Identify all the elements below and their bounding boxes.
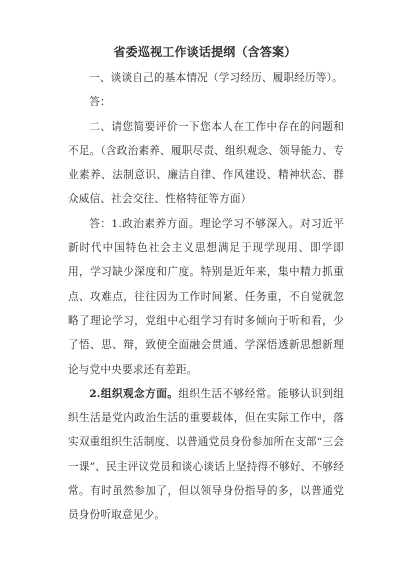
section-1-question: 一、谈谈自己的基本情况（学习经历、履职经历等）。 (89, 72, 343, 84)
point-2-heading: 2.组织观念方面。 (89, 387, 179, 400)
section-2-question: 二、请您简要评价一下您本人在工作中存在的问题和不足。（含政治素养、履职尽责、组织观念、领导能力、专业素养、法制意识、廉洁自律、作风建设、精神状态、群众威信、社会交往、性格特征等方面） (68, 120, 344, 206)
answer-label-1: 答： (89, 96, 111, 109)
document-body (68, 66, 344, 528)
document-title: 省委巡视工作谈话提纲（含答案） (113, 45, 297, 59)
answer-paragraph-1: 答：1.政治素养方面。理论学习不够深入。对习近平新时代中国特色社会主义思想满足于现学现用、即学即用，学习缺少深度和广度。特别是近年来，集中精力抓重点、攻难点，往往因为工作时间紧、任务重，不自觉就忽略了理论学习，党组中心组学习有时多倾向于听和看，少了悟、思、辩，致使全面融会贯通、学深悟透新思想新理论与党中央要求还有差距。 (68, 217, 344, 376)
point-2-body: 组织生活不够经常。能够认识到组织生活是党内政治生活的重要载体，但在实际工作中，落实双重组织生活制度、以普通党员身份参加所在支部“三会一课”、民主评议党员和谈心谈话上坚持得不够好、不够经常。有时虽然参加了，但以领导身份指导的多，以普通党员身份听取意见少。 (68, 387, 345, 522)
answer-paragraph-2 (68, 382, 344, 528)
